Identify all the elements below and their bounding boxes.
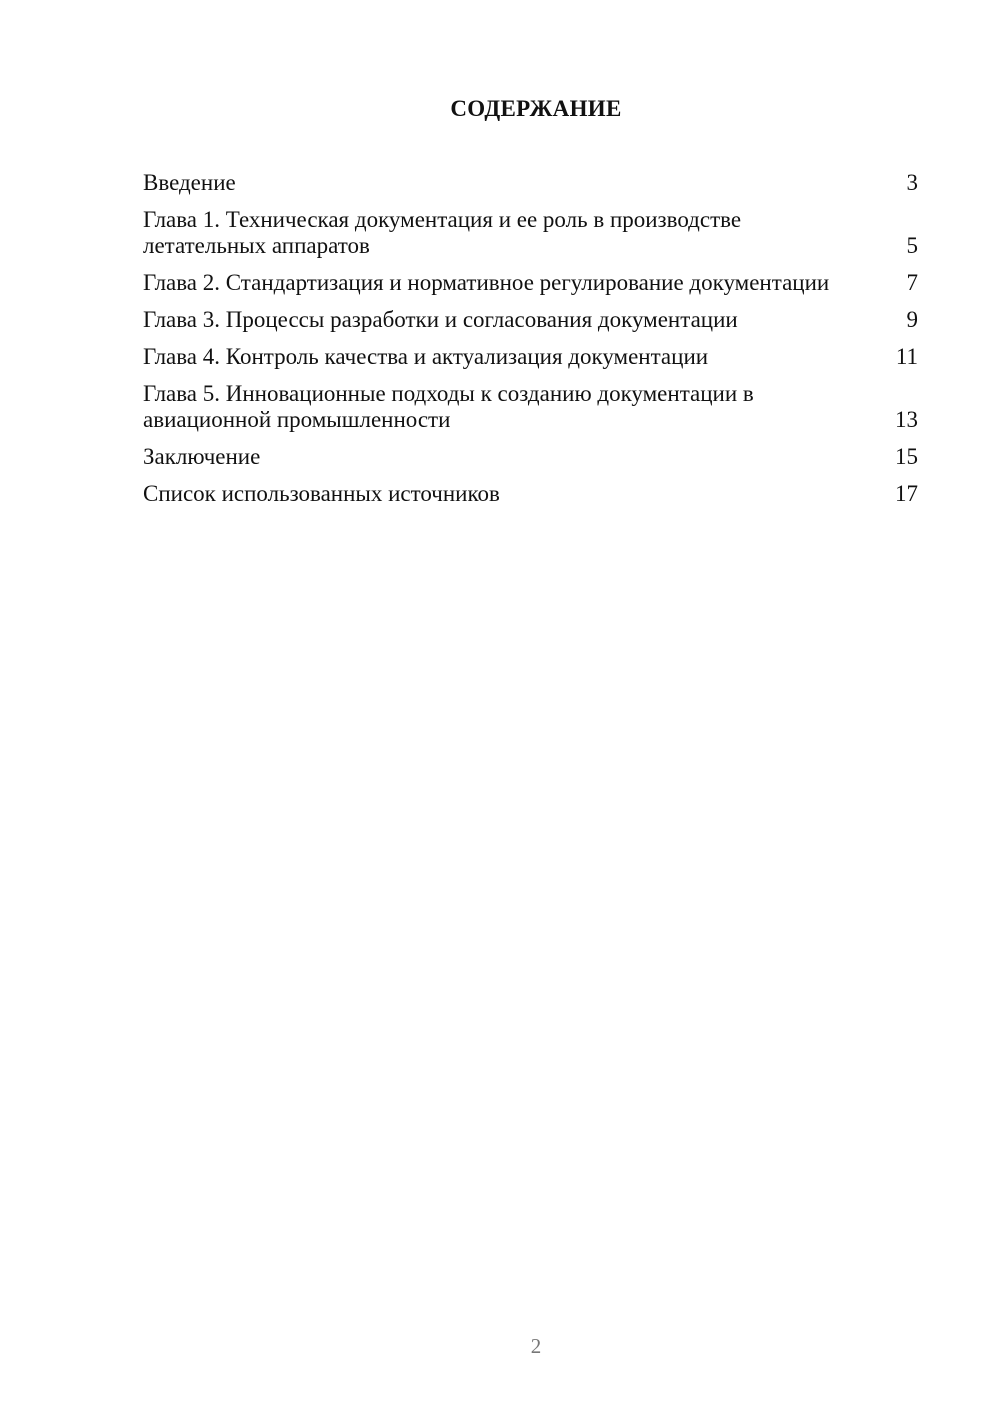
toc-entry-page: 17: [895, 481, 918, 506]
toc-entry-references: [143, 481, 918, 507]
toc-entry-page: 3: [906, 170, 918, 195]
toc-entry-page: 13: [895, 407, 918, 432]
toc-entry-page: 5: [906, 233, 918, 258]
toc-entry-chapter-1: [143, 207, 918, 259]
page-number: 2: [530, 1334, 542, 1358]
toc-entry-chapter-5: [143, 381, 918, 433]
toc-entry-title: Глава 1. Техническая документация и ее роль в производстве летательных аппаратов: [143, 207, 742, 258]
toc-entry-introduction: [143, 170, 918, 196]
toc-entry-chapter-2: [143, 270, 918, 296]
table-of-contents: [143, 170, 918, 518]
toc-entry-title: Глава 2. Стандартизация и нормативное регулирование документации: [143, 270, 830, 295]
toc-entry-title: Глава 4. Контроль качества и актуализация документации: [143, 344, 709, 369]
toc-entry-page: 11: [895, 344, 918, 369]
toc-entry-page: 7: [906, 270, 918, 295]
toc-entry-page: 9: [906, 307, 918, 332]
toc-entry-page: 15: [895, 444, 918, 469]
toc-entry-title: Глава 5. Инновационные подходы к созданию документации в авиационной промышленности: [143, 381, 754, 432]
toc-entry-title: Заключение: [143, 444, 261, 469]
toc-entry-chapter-4: [143, 344, 918, 370]
toc-entry-conclusion: [143, 444, 918, 470]
toc-entry-chapter-3: [143, 307, 918, 333]
toc-entry-title: Введение: [143, 170, 236, 195]
toc-entry-title: Список использованных источников: [143, 481, 500, 506]
page-title: СОДЕРЖАНИЕ: [450, 96, 622, 121]
toc-entry-title: Глава 3. Процессы разработки и согласования документации: [143, 307, 738, 332]
